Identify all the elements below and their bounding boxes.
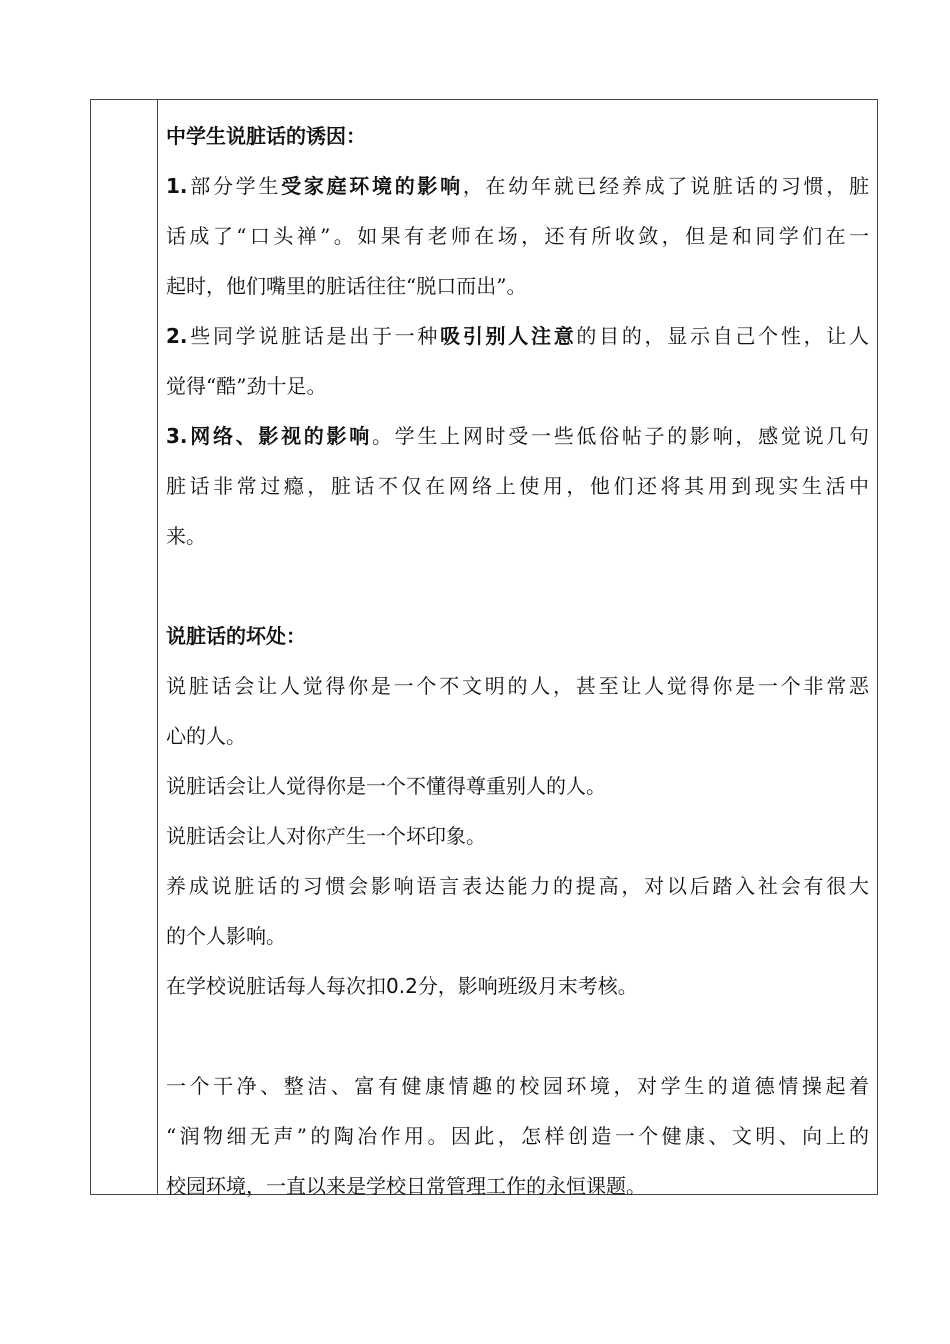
cause-3-line-1: 3.网络、影视的影响。学生上网时受一些低俗帖子的影响，感觉说几句 <box>166 424 869 448</box>
cause-3-number: 3. <box>166 424 188 448</box>
causes-heading: 中学生说脏话的诱因： <box>166 124 366 148</box>
content-table <box>90 99 878 1198</box>
conclusion-line-2: “润物细无声”的陶冶作用。因此，怎样创造一个健康、文明、向上的 <box>166 1124 869 1148</box>
spacer <box>166 1011 869 1061</box>
table-left-column <box>91 100 158 1194</box>
harm-1-line-2: 心的人。 <box>166 724 246 748</box>
harm-5: 在学校说脏话每人每次扣0.2分，影响班级月末考核。 <box>166 974 638 998</box>
cause-1-line-1: 1.部分学生受家庭环境的影响，在幼年就已经养成了说脏话的习惯，脏 <box>166 174 869 198</box>
cause-2-highlight: 吸引别人注意 <box>440 324 577 348</box>
cause-1-highlight: 受家庭环境的影响 <box>281 174 463 198</box>
harms-heading: 说脏话的坏处： <box>166 624 306 648</box>
conclusion-line-3: 校园环境，一直以来是学校日常管理工作的永恒课题。 <box>166 1174 646 1198</box>
cause-1-line-3: 起时，他们嘴里的脏话往往“脱口而出”。 <box>166 274 527 298</box>
cause-3-line-3: 来。 <box>166 524 206 548</box>
cause-1-line-2: 话成了“口头禅”。如果有老师在场，还有所收敛，但是和同学们在一 <box>166 224 869 248</box>
harm-4-line-2: 的个人影响。 <box>166 924 286 948</box>
harm-2: 说脏话会让人觉得你是一个不懂得尊重别人的人。 <box>166 774 606 798</box>
cause-2-number: 2. <box>166 324 188 348</box>
harm-1-line-1: 说脏话会让人觉得你是一个不文明的人，甚至让人觉得你是一个非常恶 <box>166 674 869 698</box>
cause-1-number: 1. <box>166 174 188 198</box>
table-right-column <box>158 100 877 1198</box>
cause-3-highlight: 网络、影视的影响 <box>187 424 372 448</box>
harm-3: 说脏话会让人对你产生一个坏印象。 <box>166 824 486 848</box>
cause-2-line-1: 2.些同学说脏话是出于一种吸引别人注意的目的，显示自己个性，让人 <box>166 324 869 348</box>
cause-3-line-2: 脏话非常过瘾，脏话不仅在网络上使用，他们还将其用到现实生活中 <box>166 474 869 498</box>
spacer <box>166 561 869 611</box>
cause-2-line-2: 觉得“酷”劲十足。 <box>166 374 327 398</box>
harm-4-line-1: 养成说脏话的习惯会影响语言表达能力的提高，对以后踏入社会有很大 <box>166 874 869 898</box>
conclusion-line-1: 一个干净、整洁、富有健康情趣的校园环境，对学生的道德情操起着 <box>166 1074 869 1098</box>
penalty-number: 0.2 <box>386 974 418 998</box>
